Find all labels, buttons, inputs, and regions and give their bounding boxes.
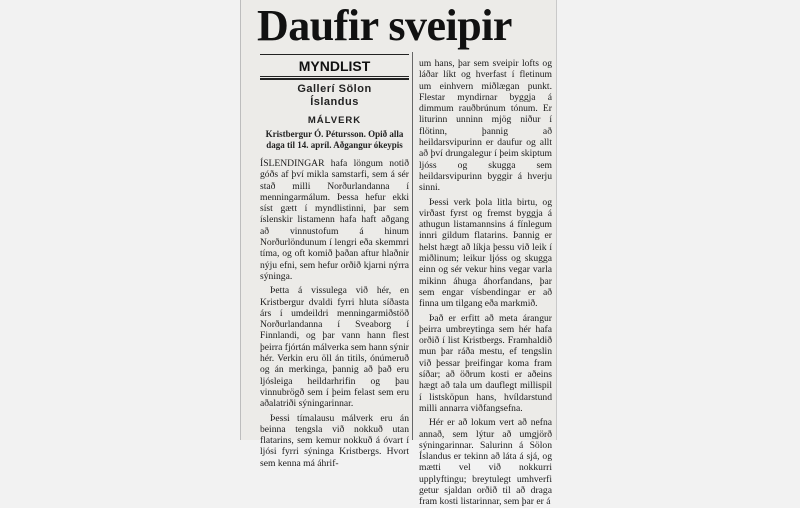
left-column (260, 54, 409, 469)
paragraph: Þetta á vissulega við hér, en Kristbergur dvaldi fyrri hluta síðasta árs í umdeildri menningarmiðstöð Norðurlandanna í Sveaborg í Finnlandi, og þar vann hann flest þeirra fjórtán málverka sem hann sýnir hér. Verkin eru öll án titils, ónúmeruð og án merkinga, þannig að það eru ljósleiga heildarhrifin og þau vinnubrögð sem í þeim felast sem eru aðalatriði sýningarinnar. (260, 285, 409, 410)
rule-mid (260, 76, 409, 77)
rule-top (260, 54, 409, 55)
paragraph: um hans, þar sem sveipir lofts og láðar líkt og hverfast í fletinum um einhvern miðlægan punkt. Flestar myndirnar byggja á dimmum rauðbrúnum tónum. Er liturinn unninn mjög niður í flötinn, þannig að heildarsvipurinn er daufur og allt að því drungalegur í þeim skiptum ljóss og skugga sem heildarsvipurinn byggir á hverju sinni. (419, 58, 552, 194)
paragraph: Þessi tímalausu málverk eru án beinna tengsla við nokkuð utan flatarins, sem kemur nokkuð á óvart í ljósi fyrri sýninga Kristbergs. Hvort sem kenna má áhrif- (260, 412, 409, 469)
headline: Daufir sveipir (257, 1, 512, 50)
gallery-line-1: Gallerí Sölon (297, 83, 372, 95)
gallery-name (260, 83, 409, 109)
rule-double (260, 78, 409, 80)
article-body-left (260, 158, 409, 469)
newspaper-clipping (240, 0, 557, 508)
subsection-label: MÁLVERK (307, 115, 362, 126)
exhibition-info: Kristbergur Ó. Pétursson. Opið alla daga til 14. apríl. Aðgangur ókeypis (265, 129, 404, 150)
column-divider (412, 52, 413, 440)
paragraph: Það er erfitt að meta árangur þeirra umbreytinga sem hér hafa orðið í list Kristbergs. Framhaldið mun þar ráða mestu, ef tengslin við þessar þreifingar koma fram síðar; að öðrum kosti er aðeins hægt að tala um dauflegt millispil í listsköpun hans, hvíldarstund milli annarra viðfangsefna. (419, 312, 552, 414)
paragraph: ÍSLENDINGAR hafa löngum notið góðs af því mikla samstarfi, sem á sér stað milli Norðurlandanna í menningarmálum. Þessa hefur ekki síst gætt í myndlistinni, þar sem íslenskir listamenn hafa haft aðgang að vinnustofum á hinum Norðurlöndunum í lengri eða skemmri tíma, og oft komið þaðan aftur hlaðnir nýju efni, sem hefur orðið kjarni nýrra sýninga. (260, 158, 409, 282)
section-label: MYNDLIST (298, 58, 371, 74)
gallery-line-2: Íslandus (310, 96, 359, 108)
article-body-right (419, 58, 552, 508)
paragraph: Hér er að lokum vert að nefna annað, sem lýtur að umgjörð sýningarinnar. Salurinn á Sölon Íslandus er tekinn að láta á sjá, og mætti vel við nokkurri upplyftingu; breytulegt umhverfi getur sjaldan orðið til að draga fram kosti listarinnar, sem þar er á (419, 417, 552, 508)
paragraph: Þessi verk þola litla birtu, og virðast fyrst og fremst byggja á athugun listamannsins á fínlegum innri gildum flatarins. Þannig er helst hægt að líkja þessu við leik í miðlinum; leikur ljóss og skugga einn og sér vekur hins vegar varla mikinn áhuga áhorfandans, þar sem engar vísbendingar er að finna um tilgang eða markmið. (419, 196, 552, 310)
